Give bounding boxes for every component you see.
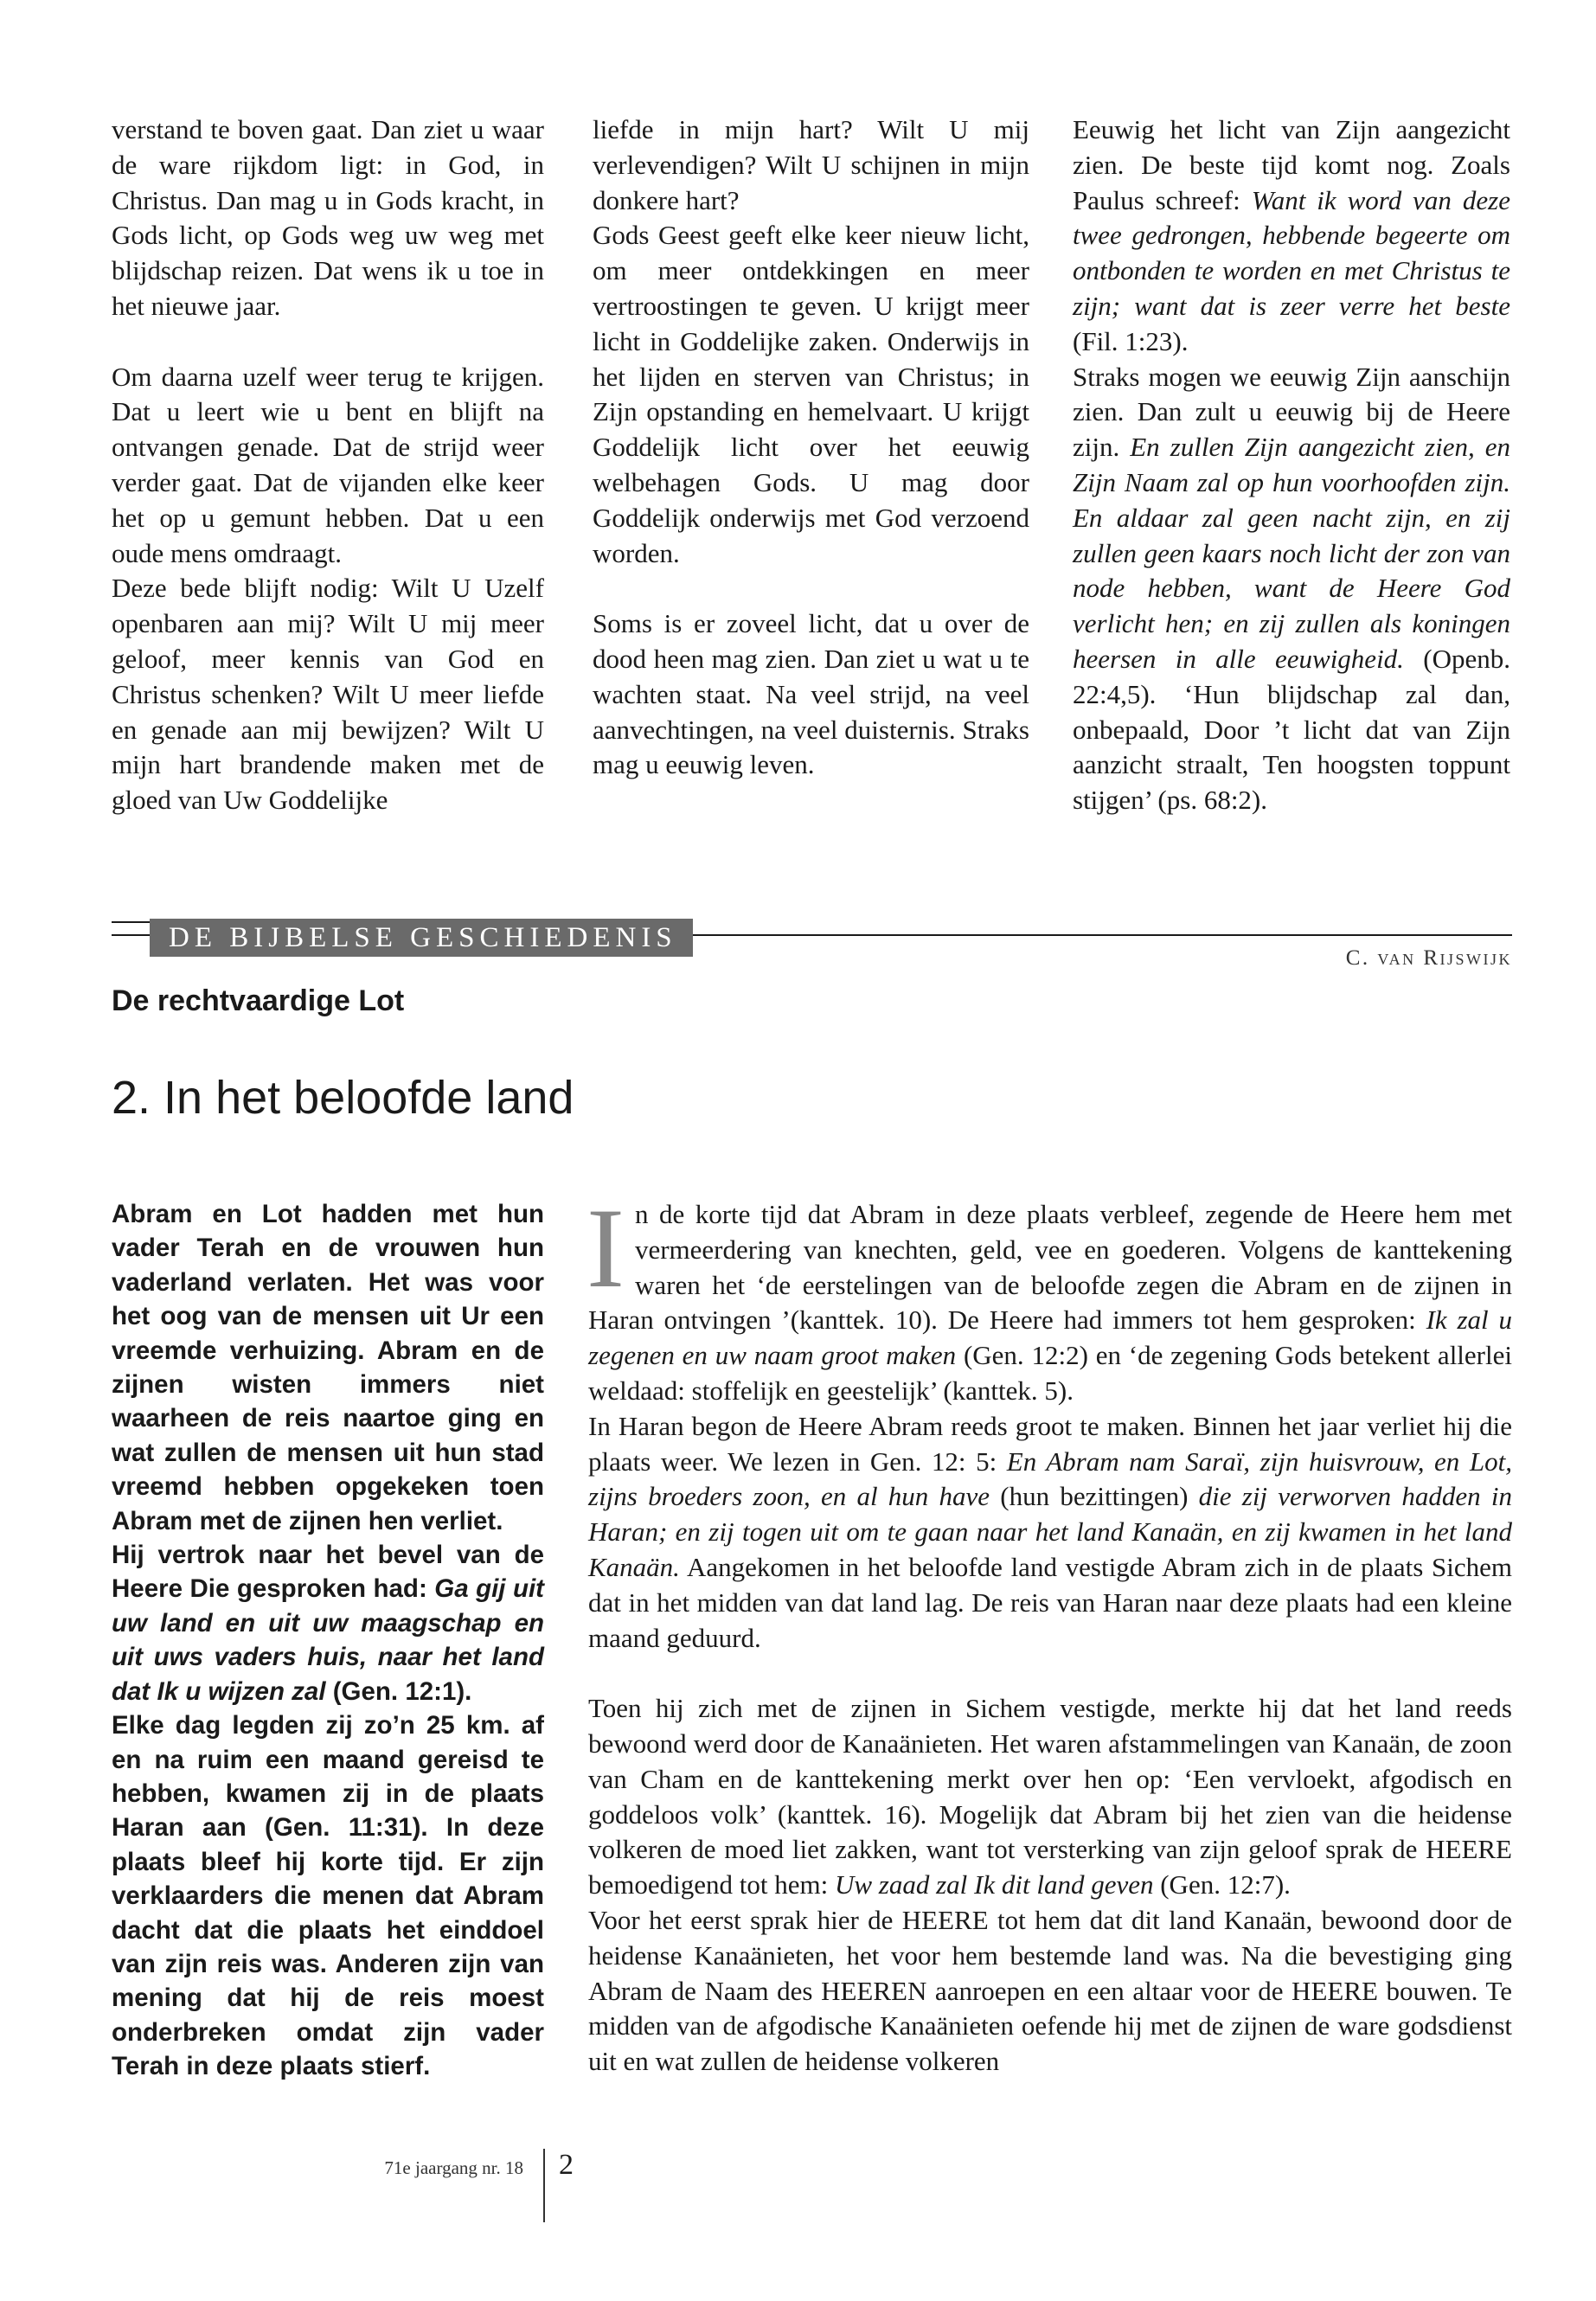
section-label: DE BIJBELSE GESCHIEDENIS <box>150 919 693 957</box>
scripture-quote: Want ik word van deze twee gedrongen, hebbende begeerte om ontbonden te worden en met Christus te zijn; want dat is zeer verre het beste <box>1073 184 1510 321</box>
text: (Gen. 12:7). <box>1153 1869 1291 1900</box>
text: Toen hij zich met de zijnen in Sichem vestigde, merkte hij dat het land reeds bewoond werd door de Kanaänieten. Het waren afstammelingen van Kanaän, de zoon van Cham en de kanttekening merkt over hen op: ‘Een vervloekt, afgodisch en goddeloos volk’ (kanttek. 16). Mogelijk dat Abram bij het zien van die heidense volkeren de moed liet zakken, want tot versterking van zijn geloof sprak de HEERE bemoedigend tot hem: <box>588 1693 1512 1900</box>
paragraph: Gods Geest geeft elke keer nieuw licht, om meer ontdekkingen en meer vertroostingen te geven. U krijgt meer licht in Goddelijke zaken. Onderwijs in het lijden en sterven van Christus; in Zijn opstanding en hemelvaart. U krijgt Goddelijk licht over het eeuwig welbehagen Gods. U mag door Goddelijk onderwijs met God verzoend worden. <box>593 220 1029 568</box>
scripture-quote: die zij verworven hadden in Haran; en zij togen uit om te gaan naar het land Kanaän, en zij kwamen in het land Kanaän. <box>588 1481 1512 1582</box>
paragraph: Voor het eerst sprak hier de HEERE tot hem dat dit land Kanaän, bewoond door de heidense Kanaänieten, het voor hem bestemde land was. Na die bevestiging ging Abram de Naam des HEEREN aanroepen en een altaar voor de HEERE bouwen. Te midden van de afgodische Kanaänieten oefende hij met de zijnen de ware godsdienst uit en wat zullen de heidense volkeren <box>588 1904 1512 2077</box>
lead-column <box>112 1197 544 2084</box>
scripture-quote: Uw zaad zal Ik dit land geven <box>834 1869 1154 1900</box>
text: Eeuwig het licht van Zijn aangezicht zien. De beste tijd komt nog. Zoals Paulus schreef: <box>1073 114 1510 215</box>
page-number: 2 <box>559 2149 574 2181</box>
paragraph <box>1073 112 1510 360</box>
top-column-1 <box>112 112 544 818</box>
scripture-quote: Ga gij uit uw land en uit uw maagschap en uit uws vaders huis, naar het land dat Ik u wijzen zal <box>112 1574 544 1706</box>
paragraph: Om daarna uzelf weer terug te krijgen. Dat u leert wie u bent en blijft na ontvangen genade. Dat de strijd weer verder gaat. Dat de vijanden elke keer het op u gemunt hebben. Dat u een oude mens omdraagt. <box>112 361 544 568</box>
section-rule-left <box>112 921 150 923</box>
text: (Fil. 1:23). <box>1073 325 1189 356</box>
scripture-quote: Ik zal u zegenen en uw naam groot maken <box>588 1304 1512 1371</box>
text: (Gen. 12:1). <box>325 1676 472 1706</box>
scripture-quote: En zullen Zijn aangezicht zien, en Zijn Naam zal op hun voorhoofden zijn. En aldaar zal geen nacht zijn, en zij zullen geen kaars noch licht der zon van node hebben, want de Heere God verlicht hen; en zij zullen als koningen heersen in alle eeuwigheid. <box>1073 432 1510 674</box>
issue-label: 71e jaargang nr. 18 <box>384 2157 523 2178</box>
text: n de korte tijd dat Abram in deze plaats verbleef, zegende de Heere hem met vermeerdering van knechten, geld, vee en goederen. Volgens de kanttekening waren het ‘de eerstelingen van de beloofde zegen die Abram en de zijnen in Haran ontvingen ’(kanttek. 10). De Heere had immers tot hem gesproken: <box>588 1199 1512 1336</box>
lead-paragraph: Elke dag legden zij zo’n 25 km. af en na ruim een maand gereisd te hebben, kwamen zij in de plaats Haran aan (Gen. 11:31). In deze plaats bleef hij korte tijd. Er zijn verklaarders die menen dat Abram dacht dat die plaats het einddoel van zijn reis was. Anderen zijn van mening dat hij de reis moest onderbreken omdat zijn vader Terah in deze plaats stierf. <box>112 1711 544 2081</box>
text: In Haran begon de Heere Abram reeds groot te maken. Binnen het jaar verliet hij die plaats weer. We lezen in Gen. 12: 5: <box>588 1410 1512 1477</box>
top-column-2 <box>593 112 1029 783</box>
paragraph <box>1073 360 1510 818</box>
paragraph: Deze bede blijft nodig: Wilt U Uzelf openbaren aan mij? Wilt U mij meer geloof, meer kennis van God en Christus schenken? Wilt U meer liefde en genade aan mij bewijzen? Wilt U mijn hart brandende maken met de gloed van Uw Goddelijke <box>112 573 544 816</box>
text: Aangekomen in het beloofde land vestigde Abram zich in de plaats Sichem dat in het midden van dat land lag. De reis van Haran naar deze plaats had een kleine maand geduurd. <box>588 1551 1512 1653</box>
article-subtitle: De rechtvaardige Lot <box>112 984 405 1017</box>
main-body <box>586 1184 1512 2080</box>
lead-paragraph <box>112 1538 544 1708</box>
article-headline: 2. In het beloofde land <box>112 1072 574 1124</box>
paragraph: Soms is er zoveel licht, dat u over de dood heen mag zien. Dan ziet u wat u te wachten staat. Na veel strijd, na veel aanvechtingen, na veel duisternis. Straks mag u eeuwig leven. <box>593 608 1029 780</box>
text: (hun bezittingen) <box>990 1481 1199 1512</box>
paragraph <box>586 1184 1512 1409</box>
author-byline: C. van Rijswijk <box>1345 946 1512 970</box>
text: Straks mogen we eeuwig Zijn aanschijn zien. Dan zult u eeuwig bij de Heere zijn. <box>1073 361 1510 463</box>
scripture-quote: En Abram nam Saraï, zijn huisvrouw, en Lot, zijns broeders zoon, en al hun have <box>588 1445 1512 1512</box>
paragraph: liefde in mijn hart? Wilt U mij verlevendigen? Wilt U schijnen in mijn donkere hart? <box>593 114 1029 215</box>
drop-cap: I <box>586 1184 625 1311</box>
text: (Gen. 12:2) en ‘de zegening Gods betekent allerlei weldaad: stoffelijk en geestelijk’ (kanttek. 5). <box>588 1340 1512 1406</box>
paragraph: verstand te boven gaat. Dan ziet u waar de ware rijkdom ligt: in God, in Christus. Dan mag u in Gods kracht, in Gods licht, op Gods weg uw weg met blijdschap reizen. Dat wens ik u toe in het nieuwe jaar. <box>112 114 544 321</box>
lead-paragraph: Abram en Lot hadden met hun vader Terah en de vrouwen hun vaderland verlaten. Het was voor het oog van de mensen uit Ur een vreemde verhuizing. Abram en de zijnen wisten immers niet waarheen de reis naartoe ging en wat zullen de mensen uit hun stad vreemd hebben opgekeken toen Abram met de zijnen hen verliet. <box>112 1200 544 1535</box>
top-column-3 <box>1073 112 1510 818</box>
paragraph <box>588 1691 1512 1903</box>
text: Hij vertrok naar het bevel van de Heere Die gesproken had: <box>112 1541 544 1604</box>
footer-divider <box>543 2149 545 2222</box>
text: (Openb. 22:4,5). ‘Hun blijdschap zal dan, onbepaald, Door ’t licht dat van Zijn aanzicht straalt, Ten hoogsten toppunt stijgen’ (ps. 68:2). <box>1073 643 1510 816</box>
paragraph <box>588 1409 1512 1657</box>
